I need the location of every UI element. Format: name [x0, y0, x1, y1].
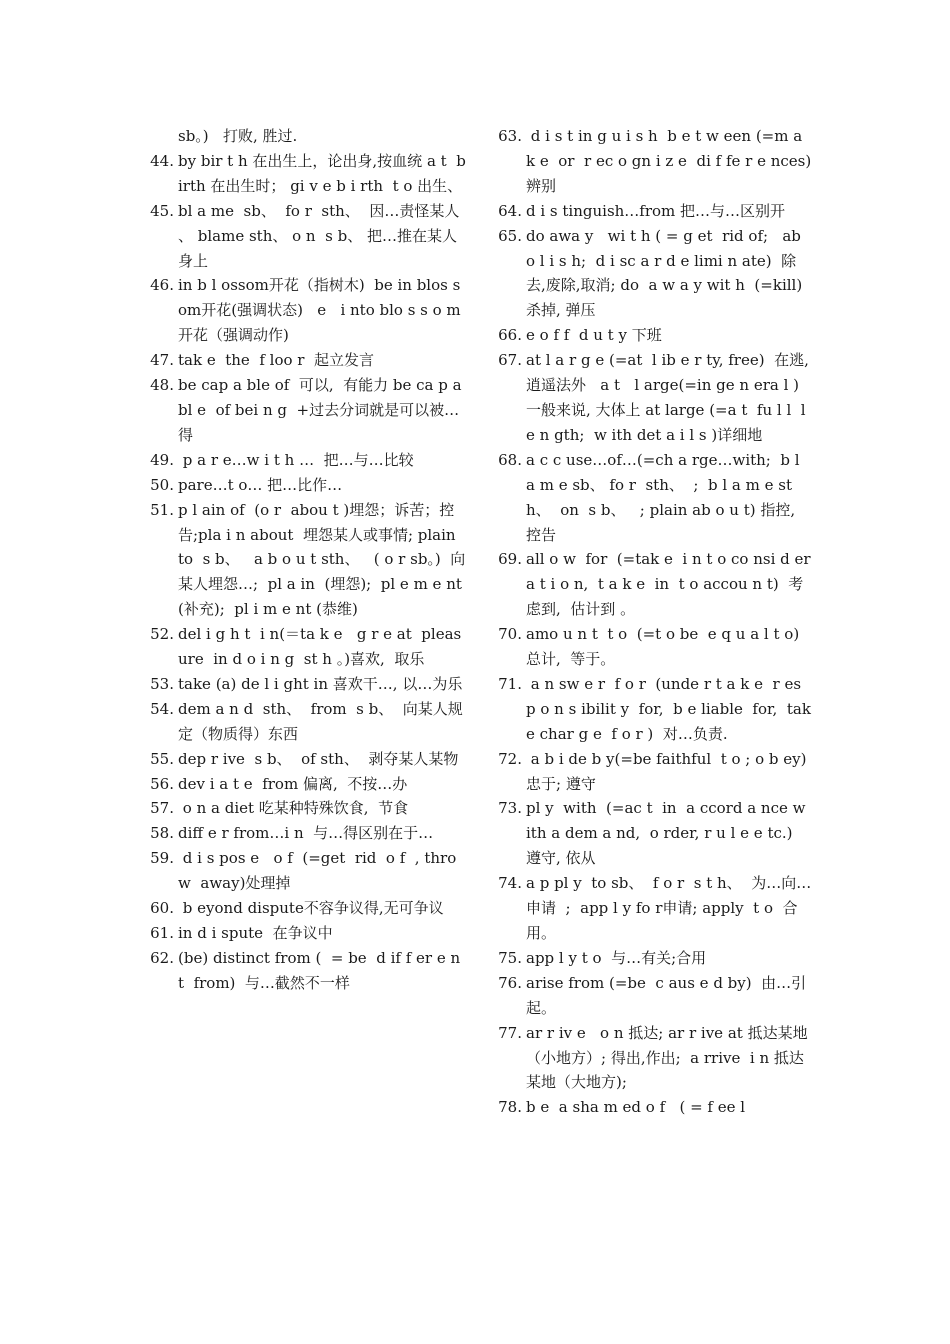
entry-text: d i s tinguish…from 把…与…区别开 — [526, 201, 786, 220]
vocab-entry — [136, 772, 466, 797]
vocab-entry — [136, 473, 466, 498]
vocab-entry — [484, 946, 812, 971]
entry-number: 45. — [150, 201, 174, 220]
entry-text: app l y t o 与…有关;合用 — [526, 948, 707, 967]
entry-number: 63. — [498, 127, 522, 145]
entry-text: do awa y wi t h ( = g et rid of; ab o l i s h; d i sc a r d e limi n ate) 除去,废除,取消; do a w a y wit h (=kill) 杀掉, 弹压 — [526, 226, 812, 320]
entry-number: 78. — [498, 1098, 522, 1117]
entry-number: 73. — [498, 799, 522, 818]
entry-number: 75. — [498, 948, 522, 967]
vocab-entry — [136, 921, 466, 946]
entry-text: d i s pos e o f (=get rid o f , throw away)处理掉 — [178, 849, 457, 893]
vocab-entry — [136, 622, 466, 672]
vocab-entry — [484, 547, 816, 622]
entry-text: in d i spute 在争议中 — [178, 924, 333, 942]
entry-number: 74. — [498, 874, 522, 893]
vocab-entry — [136, 348, 466, 373]
entry-text: in b l ossom开花（指树木) be in blos s om开花(强调状态) e i nto blo s s o m开花（强调动作) — [178, 276, 466, 345]
vocab-entry — [484, 348, 824, 448]
entry-number: 62. — [150, 948, 174, 967]
entry-text: a c c use…of…(=ch a rge…with; b l a m e sb、 fo r sth、 ; b l a m e sth、 on s b、 ; plain ab o u t) 指控, 控告 — [526, 450, 805, 544]
vocab-entry — [136, 124, 466, 149]
entry-text: dem a n d sth、 from s b、 向某人规定（物质得）东西 — [178, 699, 463, 743]
right-column — [484, 124, 824, 1120]
vocab-entry — [136, 448, 466, 473]
vocab-entry — [484, 323, 812, 348]
entry-text: b e a sha m ed o f ( = f ee l — [526, 1098, 746, 1117]
entry-number: 68. — [498, 450, 522, 469]
vocab-entry — [136, 498, 472, 623]
entry-text: a b i de b y(=be faithful t o ; o b ey)忠于; 遵守 — [526, 749, 807, 793]
entry-text: tak e the f loo r 起立发言 — [178, 351, 374, 370]
vocab-entry — [484, 124, 821, 199]
vocab-entry — [136, 273, 466, 348]
entry-text: pl y with (=ac t in a ccord a nce w ith a dem a nd, o rder, r u l e e tc.) 遵守, 依从 — [526, 799, 811, 868]
vocab-entry — [136, 846, 466, 896]
vocab-entry — [484, 971, 812, 1021]
entry-number: 46. — [150, 276, 174, 295]
entry-text: b eyond dispute不容争议得,无可争议 — [178, 899, 444, 918]
vocab-entry — [484, 672, 816, 747]
entry-text: a n sw e r f o r (unde r t a k e r es p o n s ibilit y for, b e liable for, tak e char g e f o r ) 对…负责. — [526, 674, 816, 743]
vocab-entry — [136, 199, 466, 274]
vocab-entry — [484, 622, 812, 672]
vocab-entry — [484, 871, 812, 946]
vocab-entry — [136, 149, 471, 199]
vocab-entry — [484, 224, 812, 324]
entry-text: e o f f d u t y 下班 — [526, 326, 662, 345]
vocab-entry — [484, 747, 812, 797]
vocab-entry — [136, 796, 466, 821]
entry-text: take (a) de l i ght in 喜欢干…, 以…为乐 — [178, 674, 463, 693]
left-column — [136, 124, 472, 996]
entry-number: 71. — [498, 674, 522, 693]
entry-text: dep r ive s b、 of sth、 剥夺某人某物 — [178, 749, 459, 768]
entry-number: 60. — [150, 899, 174, 918]
vocab-entry — [136, 672, 466, 697]
vocab-entry — [136, 697, 466, 747]
entry-number: 54. — [150, 699, 174, 718]
entry-number: 56. — [150, 774, 174, 793]
entry-number: 67. — [498, 351, 522, 370]
entry-number: 76. — [498, 973, 522, 992]
entry-number: 72. — [498, 749, 522, 768]
entry-number: 47. — [150, 351, 174, 370]
vocab-entry — [136, 946, 466, 996]
entry-text: p l ain of (o r abou t )埋怨；诉苦；控告;pla i n about 埋怨某人或事情; plain to s b、 a b o u t sth、 ( o r sb。) 向某人埋怨…; pl a in (埋怨); pl e m e nt (补充); pl i m e nt (恭维) — [178, 500, 472, 619]
vocab-entry — [136, 747, 466, 772]
entry-number: 65. — [498, 226, 522, 245]
entry-number: 66. — [498, 326, 522, 345]
vocab-entry — [484, 796, 812, 871]
entry-text: sb。) 打败, 胜过. — [178, 127, 298, 145]
entry-text: p a r e…w i t h … 把…与…比较 — [178, 450, 414, 469]
vocab-entry — [484, 1021, 812, 1096]
entry-text: by bir t h 在出生上，论出身,按血统 a t b irth 在出生时； gi v e b i rth t o 出生、 — [178, 151, 471, 195]
entry-number: 57. — [150, 799, 174, 818]
vocab-entry — [136, 896, 466, 921]
entry-number: 55. — [150, 749, 174, 768]
vocab-entry — [136, 373, 466, 448]
entry-text: o n a diet 吃某种特殊饮食, 节食 — [178, 799, 409, 818]
entry-text: a p pl y to sb、 f o r s t h、 为…向…申请 ; app l y fo r申请; apply t o 合用。 — [526, 874, 812, 942]
entry-number: 61. — [150, 924, 174, 942]
entry-text: amo u n t t o (=t o be e q u a l t o) 总计, 等于。 — [526, 625, 809, 669]
entry-text: (be) distinct from ( = be d if f er e n t from) 与…截然不一样 — [178, 948, 465, 992]
entry-text: diff e r from…i n 与…得区别在于… — [178, 824, 434, 843]
entry-text: be cap a ble of 可以, 有能力 be ca p abl e of bei n g +过去分词就是可以被…得 — [178, 376, 462, 444]
vocab-entry — [484, 199, 812, 224]
entry-number: 69. — [498, 550, 522, 569]
vocab-entry — [484, 448, 812, 548]
entry-number: 51. — [150, 500, 174, 519]
vocab-entry — [136, 821, 466, 846]
entry-number: 52. — [150, 625, 174, 644]
entry-number: 77. — [498, 1023, 522, 1042]
entry-text: d i s t in g u i s h b e t w een (=m a k e or r ec o gn i z e di f fe r e nces) 辨别 — [526, 127, 821, 195]
entry-number: 50. — [150, 475, 174, 494]
entry-text: del i g h t i n(＝ta k e g r e at pleasure in d o i n g st h 。)喜欢, 取乐 — [178, 625, 462, 669]
entry-text: pare…t o… 把…比作… — [178, 475, 343, 494]
entry-number: 59. — [150, 849, 174, 868]
entry-text: bl a me sb、 fo r sth、 因…责怪某人 、 blame sth、 o n s b、 把…推在某人身上 — [178, 201, 465, 270]
entry-number: 70. — [498, 625, 522, 644]
entry-number: 48. — [150, 376, 174, 395]
entry-number: 49. — [150, 450, 174, 469]
entry-text: at l a r g e (=at l ib e r ty, free) 在逃, 逍遥法外 a t l arge(=in ge n era l ) 一般来说, 大体上 at large (=a t fu l l l e n gth; w ith det a i l s )详细地 — [526, 351, 824, 444]
entry-text: dev i a t e from 偏离, 不按…办 — [178, 774, 408, 793]
entry-number: 64. — [498, 201, 522, 220]
entry-number: 58. — [150, 824, 174, 843]
entry-number: 53. — [150, 674, 174, 693]
vocab-entry — [484, 1095, 812, 1120]
entry-text: all o w for (=tak e i n t o co nsi d er a t i o n, t a k e in t o accou n t) 考虑到, 估计到 。 — [526, 550, 816, 619]
entry-text: arise from (=be c aus e d by) 由…引起。 — [526, 973, 807, 1017]
entry-number: 44. — [150, 151, 174, 170]
entry-text: ar r iv e o n 抵达; ar r ive at 抵达某地（小地方）; 得出,作出; a rrive i n 抵达某地（大地方); — [526, 1023, 808, 1092]
